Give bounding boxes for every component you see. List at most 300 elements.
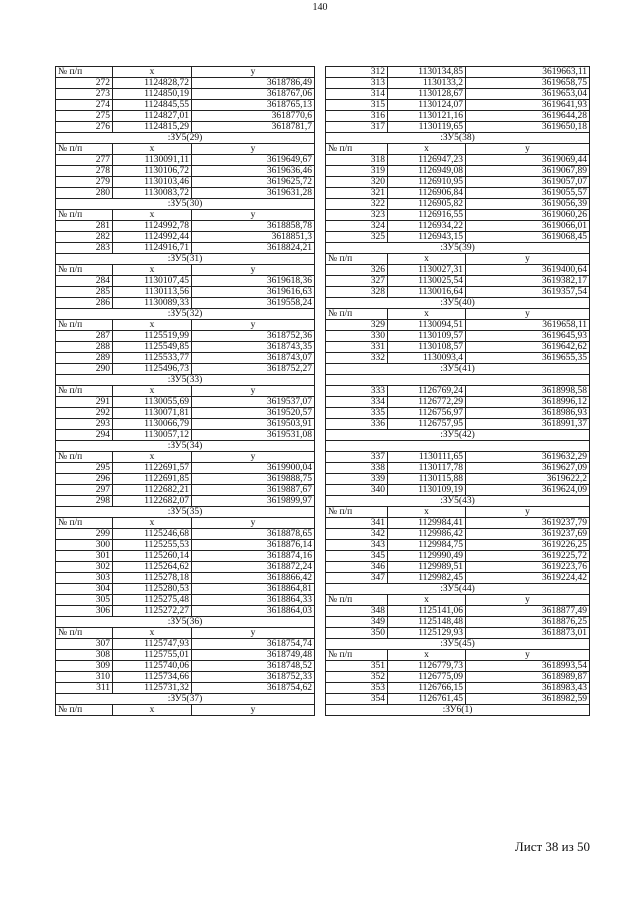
table-row <box>326 166 590 177</box>
table-row <box>326 232 590 243</box>
table-row <box>326 155 590 166</box>
coord-x: 1122682,07 <box>113 496 192 507</box>
header-y: y <box>466 144 590 155</box>
section-label-row <box>326 243 590 254</box>
header-x: x <box>388 595 466 606</box>
table-row <box>56 78 315 89</box>
coord-x: 1130094,51 <box>388 320 466 331</box>
coord-x: 1126947,23 <box>388 155 466 166</box>
point-number: 351 <box>326 661 388 672</box>
point-number: 316 <box>326 111 388 122</box>
point-number: 336 <box>326 419 388 430</box>
coord-x: 1129986,42 <box>388 529 466 540</box>
point-number: 315 <box>326 100 388 111</box>
table-row <box>326 331 590 342</box>
coordinates-table-right <box>325 66 590 716</box>
section-label: :ЗУ5(32) <box>56 309 315 320</box>
point-number: 298 <box>56 496 113 507</box>
coord-y: 3618866,42 <box>192 573 315 584</box>
point-number: 312 <box>326 67 388 78</box>
page-number: 140 <box>312 2 328 13</box>
coord-y: 3619900,04 <box>192 463 315 474</box>
coord-x: 1126916,55 <box>388 210 466 221</box>
coord-x: 1125519,99 <box>113 331 192 342</box>
table-row <box>326 276 590 287</box>
coord-y: 3619382,17 <box>466 276 590 287</box>
table-row <box>326 265 590 276</box>
table-row <box>56 364 315 375</box>
coord-x: 1130089,33 <box>113 298 192 309</box>
blank-cell <box>326 441 590 452</box>
point-number: 288 <box>56 342 113 353</box>
coord-y: 3619632,29 <box>466 452 590 463</box>
table-row <box>56 485 315 496</box>
section-label-row <box>326 639 590 650</box>
column-header-row <box>56 144 315 155</box>
point-number: 302 <box>56 562 113 573</box>
section-label: :ЗУ5(37) <box>56 694 315 705</box>
table-row <box>326 408 590 419</box>
table-row <box>56 298 315 309</box>
table-row <box>326 529 590 540</box>
blank-row <box>326 375 590 386</box>
coord-y: 3619655,35 <box>466 353 590 364</box>
table-row <box>326 419 590 430</box>
point-number: 274 <box>56 100 113 111</box>
table-row <box>326 474 590 485</box>
point-number: 296 <box>56 474 113 485</box>
header-y: y <box>192 628 315 639</box>
point-number: 339 <box>326 474 388 485</box>
column-header-row <box>56 265 315 276</box>
header-x: x <box>388 650 466 661</box>
coord-x: 1125272,27 <box>113 606 192 617</box>
coord-x: 1122682,21 <box>113 485 192 496</box>
point-number: 299 <box>56 529 113 540</box>
header-number: № п/п <box>326 650 388 661</box>
coord-y: 3619658,11 <box>466 320 590 331</box>
header-number: № п/п <box>56 518 113 529</box>
coord-y: 3618982,59 <box>466 694 590 705</box>
coord-y: 3618752,33 <box>192 672 315 683</box>
table-row <box>56 540 315 551</box>
table-row <box>326 122 590 133</box>
coord-x: 1130071,81 <box>113 408 192 419</box>
header-y: y <box>466 254 590 265</box>
header-x: x <box>113 705 192 716</box>
sheet-counter: Лист 38 из 50 <box>514 839 590 854</box>
column-header-row <box>326 650 590 661</box>
coord-x: 1126934,22 <box>388 221 466 232</box>
section-label-row <box>56 199 315 210</box>
coord-y: 3618993,54 <box>466 661 590 672</box>
point-number: 345 <box>326 551 388 562</box>
coord-y: 3619057,07 <box>466 177 590 188</box>
coord-y: 3618877,49 <box>466 606 590 617</box>
table-row <box>56 397 315 408</box>
coord-y: 3619641,93 <box>466 100 590 111</box>
point-number: 285 <box>56 287 113 298</box>
section-label: :ЗУ5(33) <box>56 375 315 386</box>
coord-x: 1125280,53 <box>113 584 192 595</box>
point-number: 310 <box>56 672 113 683</box>
header-number: № п/п <box>326 309 388 320</box>
coord-x: 1130108,57 <box>388 342 466 353</box>
coord-x: 1126766,15 <box>388 683 466 694</box>
table-row <box>56 496 315 507</box>
point-number: 278 <box>56 166 113 177</box>
point-number: 308 <box>56 650 113 661</box>
table-row <box>326 67 590 78</box>
header-y: y <box>466 309 590 320</box>
table-row <box>56 573 315 584</box>
coord-y: 3619055,57 <box>466 188 590 199</box>
table-row <box>56 155 315 166</box>
point-number: 311 <box>56 683 113 694</box>
section-label-row <box>56 617 315 628</box>
coord-x: 1130057,12 <box>113 430 192 441</box>
table-row <box>56 89 315 100</box>
section-label: :ЗУ5(36) <box>56 617 315 628</box>
table-row <box>326 463 590 474</box>
coord-x: 1130121,16 <box>388 111 466 122</box>
section-label: :ЗУ5(34) <box>56 441 315 452</box>
coordinates-table-left <box>55 66 315 716</box>
table-row <box>326 694 590 705</box>
coord-x: 1126769,24 <box>388 386 466 397</box>
table-row <box>326 672 590 683</box>
section-label: :ЗУ5(30) <box>56 199 315 210</box>
point-number: 325 <box>326 232 388 243</box>
coord-y: 3619357,54 <box>466 287 590 298</box>
coord-y: 3618748,52 <box>192 661 315 672</box>
coord-y: 3619616,63 <box>192 287 315 298</box>
coord-x: 1130124,07 <box>388 100 466 111</box>
point-number: 301 <box>56 551 113 562</box>
point-number: 334 <box>326 397 388 408</box>
coord-x: 1130111,65 <box>388 452 466 463</box>
table-row <box>56 419 315 430</box>
section-label: :ЗУ6(1) <box>326 705 590 716</box>
table-row <box>56 650 315 661</box>
coord-x: 1129982,45 <box>388 573 466 584</box>
header-x: x <box>113 144 192 155</box>
point-number: 354 <box>326 694 388 705</box>
section-label-row <box>326 298 590 309</box>
coord-y: 3619558,24 <box>192 298 315 309</box>
section-label-row <box>326 364 590 375</box>
point-number: 309 <box>56 661 113 672</box>
coord-y: 3619650,18 <box>466 122 590 133</box>
coord-y: 3619537,07 <box>192 397 315 408</box>
coord-x: 1125141,06 <box>388 606 466 617</box>
coord-y: 3619663,11 <box>466 67 590 78</box>
point-number: 307 <box>56 639 113 650</box>
point-number: 326 <box>326 265 388 276</box>
section-label-row <box>56 133 315 144</box>
header-number: № п/п <box>56 705 113 716</box>
coord-y: 3618876,14 <box>192 540 315 551</box>
section-label: :ЗУ5(44) <box>326 584 590 595</box>
table-row <box>326 485 590 496</box>
table-row <box>56 100 315 111</box>
coord-y: 3618743,35 <box>192 342 315 353</box>
coord-x: 1126905,82 <box>388 199 466 210</box>
coord-y: 3618864,03 <box>192 606 315 617</box>
table-row <box>326 78 590 89</box>
point-number: 347 <box>326 573 388 584</box>
coord-y: 3619068,45 <box>466 232 590 243</box>
coord-x: 1126779,73 <box>388 661 466 672</box>
coord-y: 3618754,74 <box>192 639 315 650</box>
coord-x: 1130133,2 <box>388 78 466 89</box>
point-number: 297 <box>56 485 113 496</box>
table-row <box>326 562 590 573</box>
coord-y: 3619624,09 <box>466 485 590 496</box>
coord-y: 3619887,67 <box>192 485 315 496</box>
point-number: 279 <box>56 177 113 188</box>
coord-y: 3618989,87 <box>466 672 590 683</box>
column-header-row <box>326 144 590 155</box>
coord-x: 1125278,18 <box>113 573 192 584</box>
coord-y: 3619888,75 <box>192 474 315 485</box>
table-row <box>56 232 315 243</box>
coord-x: 1130117,78 <box>388 463 466 474</box>
header-x: x <box>113 210 192 221</box>
point-number: 341 <box>326 518 388 529</box>
coord-x: 1125264,62 <box>113 562 192 573</box>
coord-x: 1124992,44 <box>113 232 192 243</box>
table-row <box>326 287 590 298</box>
coord-y: 3619225,72 <box>466 551 590 562</box>
coord-x: 1125533,77 <box>113 353 192 364</box>
coord-y: 3619503,91 <box>192 419 315 430</box>
table-row <box>56 276 315 287</box>
coord-y: 3618864,33 <box>192 595 315 606</box>
section-label: :ЗУ5(35) <box>56 507 315 518</box>
point-number: 331 <box>326 342 388 353</box>
point-number: 342 <box>326 529 388 540</box>
header-number: № п/п <box>56 320 113 331</box>
point-number: 332 <box>326 353 388 364</box>
column-header-row <box>326 595 590 606</box>
point-number: 329 <box>326 320 388 331</box>
point-number: 292 <box>56 408 113 419</box>
point-number: 338 <box>326 463 388 474</box>
coord-x: 1130113,56 <box>113 287 192 298</box>
coord-x: 1130066,79 <box>113 419 192 430</box>
coord-y: 3618749,48 <box>192 650 315 661</box>
header-x: x <box>388 507 466 518</box>
coord-x: 1124916,71 <box>113 243 192 254</box>
table-row <box>326 188 590 199</box>
header-x: x <box>113 386 192 397</box>
coord-y: 3618767,06 <box>192 89 315 100</box>
point-number: 291 <box>56 397 113 408</box>
table-row <box>56 529 315 540</box>
coord-x: 1130109,57 <box>388 331 466 342</box>
header-number: № п/п <box>56 210 113 221</box>
coord-y: 3619237,69 <box>466 529 590 540</box>
header-number: № п/п <box>326 144 388 155</box>
header-y: y <box>192 320 315 331</box>
coord-x: 1130107,45 <box>113 276 192 287</box>
coord-x: 1124992,78 <box>113 221 192 232</box>
coord-y: 3618873,01 <box>466 628 590 639</box>
header-x: x <box>113 628 192 639</box>
coord-y: 3618874,16 <box>192 551 315 562</box>
point-number: 300 <box>56 540 113 551</box>
coord-y: 3619899,97 <box>192 496 315 507</box>
section-label: :ЗУ5(43) <box>326 496 590 507</box>
point-number: 305 <box>56 595 113 606</box>
header-number: № п/п <box>56 452 113 463</box>
header-y: y <box>466 595 590 606</box>
point-number: 328 <box>326 287 388 298</box>
header-y: y <box>192 705 315 716</box>
coord-x: 1124828,72 <box>113 78 192 89</box>
table-row <box>326 397 590 408</box>
table-row <box>56 584 315 595</box>
point-number: 280 <box>56 188 113 199</box>
coord-x: 1130025,54 <box>388 276 466 287</box>
point-number: 304 <box>56 584 113 595</box>
table-row <box>326 606 590 617</box>
coord-y: 3618765,13 <box>192 100 315 111</box>
table-row <box>326 540 590 551</box>
section-label-row <box>56 254 315 265</box>
coord-x: 1129984,41 <box>388 518 466 529</box>
point-number: 287 <box>56 331 113 342</box>
column-header-row <box>326 254 590 265</box>
header-y: y <box>192 452 315 463</box>
coord-x: 1130109,19 <box>388 485 466 496</box>
table-row <box>56 122 315 133</box>
section-label-row <box>326 584 590 595</box>
coord-x: 1125255,53 <box>113 540 192 551</box>
coord-y: 3619056,39 <box>466 199 590 210</box>
coord-y: 3619069,44 <box>466 155 590 166</box>
section-label-row <box>326 430 590 441</box>
section-label-row <box>56 694 315 705</box>
point-number: 350 <box>326 628 388 639</box>
coord-y: 3619627,09 <box>466 463 590 474</box>
header-x: x <box>388 144 466 155</box>
coord-x: 1130115,88 <box>388 474 466 485</box>
coord-x: 1126775,09 <box>388 672 466 683</box>
point-number: 284 <box>56 276 113 287</box>
coord-y: 3619618,36 <box>192 276 315 287</box>
coord-x: 1130083,72 <box>113 188 192 199</box>
table-row <box>326 551 590 562</box>
coord-x: 1124827,01 <box>113 111 192 122</box>
coord-x: 1125148,48 <box>388 617 466 628</box>
point-number: 293 <box>56 419 113 430</box>
table-row <box>56 474 315 485</box>
table-row <box>326 683 590 694</box>
coord-y: 3619658,75 <box>466 78 590 89</box>
coord-y: 3618872,24 <box>192 562 315 573</box>
table-row <box>326 111 590 122</box>
coord-x: 1126756,97 <box>388 408 466 419</box>
point-number: 348 <box>326 606 388 617</box>
header-number: № п/п <box>56 144 113 155</box>
header-x: x <box>113 320 192 331</box>
coord-y: 3619649,67 <box>192 155 315 166</box>
table-row <box>326 386 590 397</box>
coord-y: 3619223,76 <box>466 562 590 573</box>
coord-y: 3618786,49 <box>192 78 315 89</box>
coord-x: 1126949,08 <box>388 166 466 177</box>
column-header-row <box>56 320 315 331</box>
table-row <box>326 210 590 221</box>
point-number: 295 <box>56 463 113 474</box>
table-row <box>56 342 315 353</box>
point-number: 320 <box>326 177 388 188</box>
table-row <box>326 661 590 672</box>
coord-x: 1125734,66 <box>113 672 192 683</box>
column-header-row <box>56 67 315 78</box>
blank-row <box>326 441 590 452</box>
table-row <box>56 606 315 617</box>
table-row <box>56 111 315 122</box>
point-number: 272 <box>56 78 113 89</box>
table-row <box>326 221 590 232</box>
coord-y: 3619060,26 <box>466 210 590 221</box>
table-row <box>326 177 590 188</box>
coord-x: 1125747,93 <box>113 639 192 650</box>
header-y: y <box>192 265 315 276</box>
point-number: 282 <box>56 232 113 243</box>
coord-y: 3619642,62 <box>466 342 590 353</box>
coord-x: 1129989,51 <box>388 562 466 573</box>
column-header-row <box>56 452 315 463</box>
table-row <box>56 639 315 650</box>
section-label: :ЗУ5(40) <box>326 298 590 309</box>
table-row <box>56 331 315 342</box>
table-row <box>56 683 315 694</box>
section-label-row <box>56 441 315 452</box>
coord-x: 1122691,85 <box>113 474 192 485</box>
point-number: 353 <box>326 683 388 694</box>
point-number: 322 <box>326 199 388 210</box>
coord-y: 3618824,21 <box>192 243 315 254</box>
coord-x: 1130091,11 <box>113 155 192 166</box>
coord-y: 3618743,07 <box>192 353 315 364</box>
point-number: 340 <box>326 485 388 496</box>
point-number: 333 <box>326 386 388 397</box>
coord-x: 1125275,48 <box>113 595 192 606</box>
point-number: 330 <box>326 331 388 342</box>
coord-y: 3618991,37 <box>466 419 590 430</box>
table-row <box>56 221 315 232</box>
coord-x: 1126943,15 <box>388 232 466 243</box>
header-number: № п/п <box>56 67 113 78</box>
table-row <box>56 166 315 177</box>
header-y: y <box>192 67 315 78</box>
table-row <box>326 573 590 584</box>
coord-x: 1125496,73 <box>113 364 192 375</box>
coord-x: 1130119,65 <box>388 122 466 133</box>
table-row <box>326 320 590 331</box>
coord-x: 1125755,01 <box>113 650 192 661</box>
table-row <box>326 353 590 364</box>
coord-y: 3618770,6 <box>192 111 315 122</box>
table-row <box>326 628 590 639</box>
column-header-row <box>326 507 590 518</box>
section-label: :ЗУ5(39) <box>326 243 590 254</box>
point-number: 275 <box>56 111 113 122</box>
